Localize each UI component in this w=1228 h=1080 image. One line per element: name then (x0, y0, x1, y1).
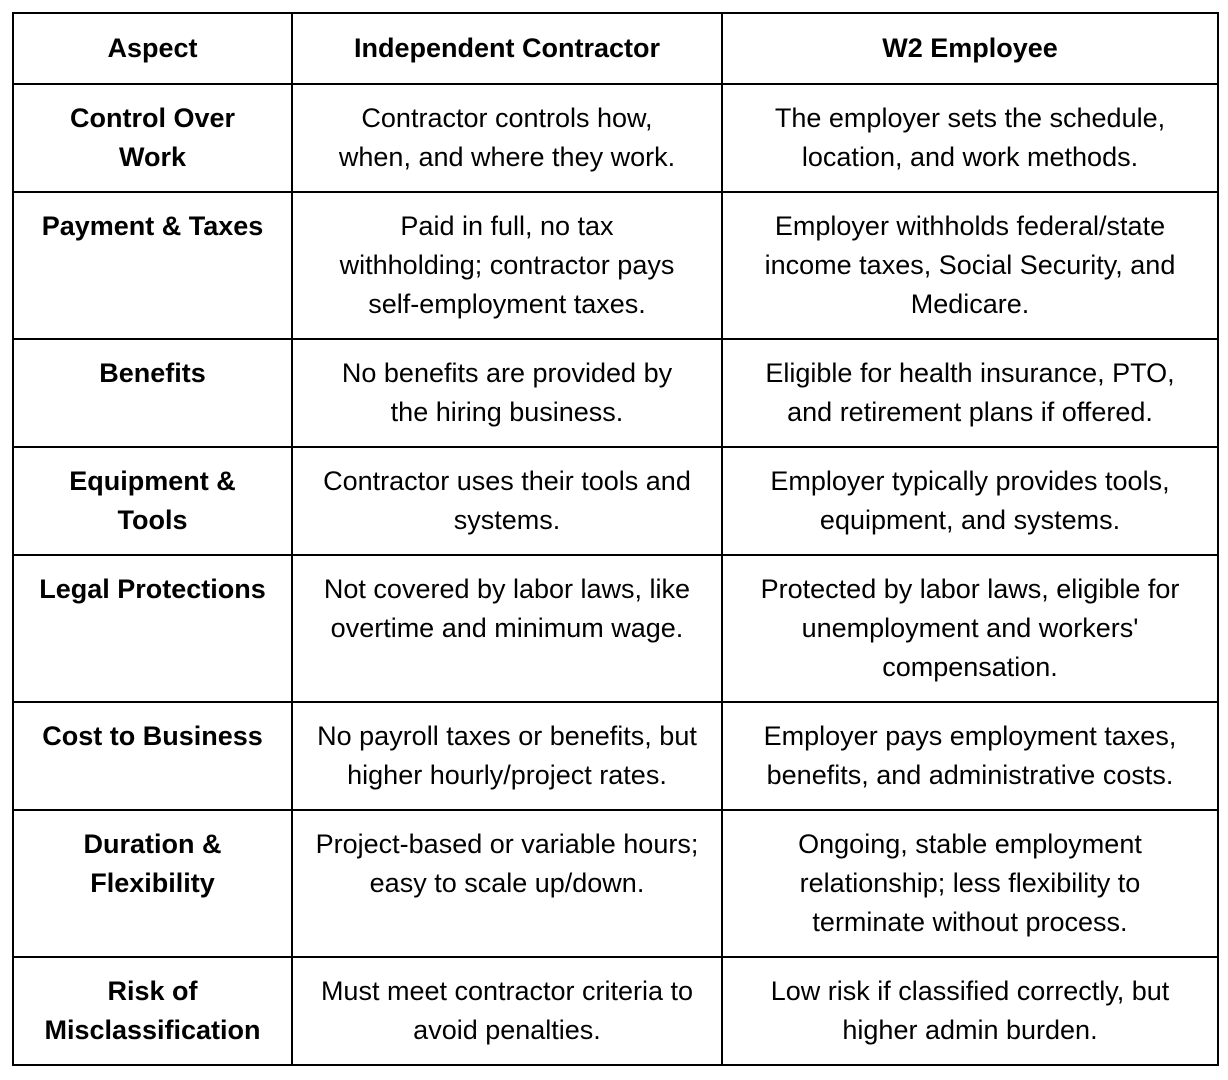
row-employee: Employer typically provides tools, equipment, and systems. (722, 447, 1218, 555)
row-employee: Eligible for health insurance, PTO, and retirement plans if offered. (722, 339, 1218, 447)
row-aspect: Risk of Misclassification (13, 957, 292, 1065)
row-aspect: Benefits (13, 339, 292, 447)
table-header-row (13, 13, 1218, 84)
row-contractor: Project-based or variable hours; easy to scale up/down. (292, 810, 722, 957)
row-aspect: Control Over Work (13, 84, 292, 192)
row-employee: Ongoing, stable employment relationship; less flexibility to terminate without process. (722, 810, 1218, 957)
comparison-table (12, 12, 1219, 1066)
table-row (13, 339, 1218, 447)
row-employee: Protected by labor laws, eligible for unemployment and workers' compensation. (722, 555, 1218, 702)
header-independent-contractor: Independent Contractor (292, 13, 722, 84)
row-employee: Low risk if classified correctly, but higher admin burden. (722, 957, 1218, 1065)
row-aspect: Duration & Flexibility (13, 810, 292, 957)
row-employee: Employer withholds federal/state income taxes, Social Security, and Medicare. (722, 192, 1218, 339)
row-contractor: No benefits are provided by the hiring business. (292, 339, 722, 447)
row-aspect: Payment & Taxes (13, 192, 292, 339)
row-aspect: Equipment & Tools (13, 447, 292, 555)
header-aspect: Aspect (13, 13, 292, 84)
table-row (13, 702, 1218, 810)
header-w2-employee: W2 Employee (722, 13, 1218, 84)
table-row (13, 84, 1218, 192)
table-row (13, 192, 1218, 339)
row-employee: The employer sets the schedule, location, and work methods. (722, 84, 1218, 192)
row-contractor: Contractor controls how, when, and where they work. (292, 84, 722, 192)
comparison-table-container (12, 12, 1219, 1066)
row-contractor: Contractor uses their tools and systems. (292, 447, 722, 555)
table-row (13, 447, 1218, 555)
table-row (13, 810, 1218, 957)
row-contractor: Must meet contractor criteria to avoid penalties. (292, 957, 722, 1065)
row-contractor: No payroll taxes or benefits, but higher hourly/project rates. (292, 702, 722, 810)
row-employee: Employer pays employment taxes, benefits, and administrative costs. (722, 702, 1218, 810)
row-aspect: Cost to Business (13, 702, 292, 810)
row-contractor: Not covered by labor laws, like overtime and minimum wage. (292, 555, 722, 702)
row-contractor: Paid in full, no tax withholding; contractor pays self-employment taxes. (292, 192, 722, 339)
table-row (13, 957, 1218, 1065)
table-row (13, 555, 1218, 702)
row-aspect: Legal Protections (13, 555, 292, 702)
